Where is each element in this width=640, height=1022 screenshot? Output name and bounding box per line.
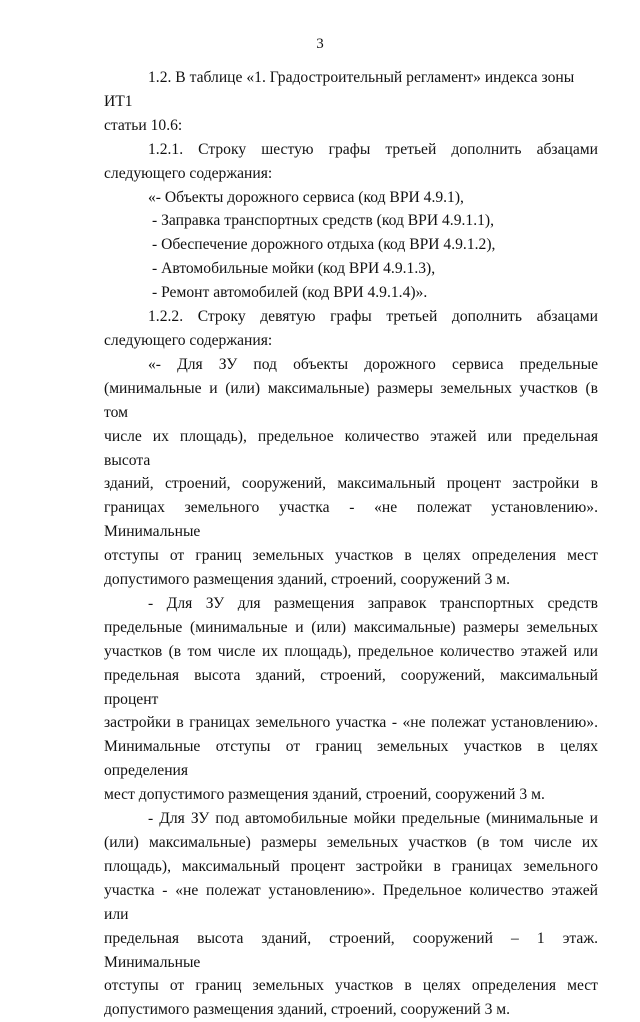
text-line: - Для ЗУ для размещения заправок транспортных средств xyxy=(148,594,598,612)
text-line: отступы от границ земельных участков в целях определения мест xyxy=(104,547,598,565)
text-line: (минимальные и (или) максимальные) размеры земельных участков (в том xyxy=(104,379,598,421)
text-line: зданий, строений, сооружений, максимальный процент застройки в xyxy=(104,475,598,493)
text-line: числе их площадь), предельное количество этажей или предельная высота xyxy=(104,427,598,469)
text-line: предельная высота зданий, строений, сооружений, максимальный процент xyxy=(104,666,598,708)
text-line: «- Для ЗУ под объекты дорожного сервиса предельные xyxy=(148,355,598,373)
text-line: площадь), максимальный процент застройки в границах земельного xyxy=(104,857,598,875)
text-line: допустимого размещения зданий, строений, сооружений 3 м. xyxy=(104,571,511,589)
list-item: - Автомобильные мойки (код ВРИ 4.9.1.3), xyxy=(152,260,436,278)
document-body xyxy=(104,66,598,1022)
text-line: мест допустимого размещения зданий, строений, сооружений 3 м. xyxy=(104,786,545,804)
list-item: - Заправка транспортных средств (код ВРИ 4.9.1.1), xyxy=(152,212,494,230)
paragraph-1-2-2-line-1: 1.2.2. Строку девятую графы третьей дополнить абзацами xyxy=(148,308,598,326)
text-line: допустимого размещения зданий, строений, сооружений 3 м. xyxy=(104,1001,511,1019)
block-car-washes xyxy=(104,807,598,1022)
page-number: 3 xyxy=(316,36,324,52)
text-line: застройки в границах земельного участка - «не полежат установлению». xyxy=(104,714,598,732)
paragraph-1-2-1-line-2: следующего содержания: xyxy=(104,164,273,182)
text-line: (или) максимальные) размеры земельных участков (в том числе их xyxy=(104,834,598,851)
text-line: - Для ЗУ под автомобильные мойки предельные (минимальные и xyxy=(148,810,598,828)
paragraph-1-2-line-2: статьи 10.6: xyxy=(104,116,183,134)
list-item: - Обеспечение дорожного отдыха (код ВРИ 4.9.1.2), xyxy=(152,236,496,254)
paragraph-1-2-line-1: 1.2. В таблице «1. Градостроительный регламент» индекса зоны ИТ1 xyxy=(104,69,575,110)
text-line: Минимальные отступы от границ земельных участков в целях определения xyxy=(104,738,598,780)
text-line: участков (в том числе их площадь), предельное количество этажей или xyxy=(104,642,598,660)
text-line: предельная высота зданий, строений, сооружений – 1 этаж. Минимальные xyxy=(104,929,598,971)
list-item: - Ремонт автомобилей (код ВРИ 4.9.1.4)». xyxy=(152,284,428,302)
paragraph-1-2-2-line-2: следующего содержания: xyxy=(104,331,273,349)
text-line: участка - «не полежат установлению». Предельное количество этажей или xyxy=(104,881,598,923)
paragraph-1-2-1-line-1: 1.2.1. Строку шестую графы третьей дополнить абзацами xyxy=(148,140,598,158)
text-line: предельные (минимальные и (или) максимальные) размеры земельных xyxy=(104,618,598,636)
text-line: границах земельного участка - «не полежат установлению». Минимальные xyxy=(104,499,598,541)
block-fuel-stations xyxy=(104,592,598,807)
text-line: отступы от границ земельных участков в целях определения мест xyxy=(104,977,598,995)
list-item: «- Объекты дорожного сервиса (код ВРИ 4.9.1), xyxy=(148,188,464,206)
block-road-service xyxy=(104,353,598,592)
